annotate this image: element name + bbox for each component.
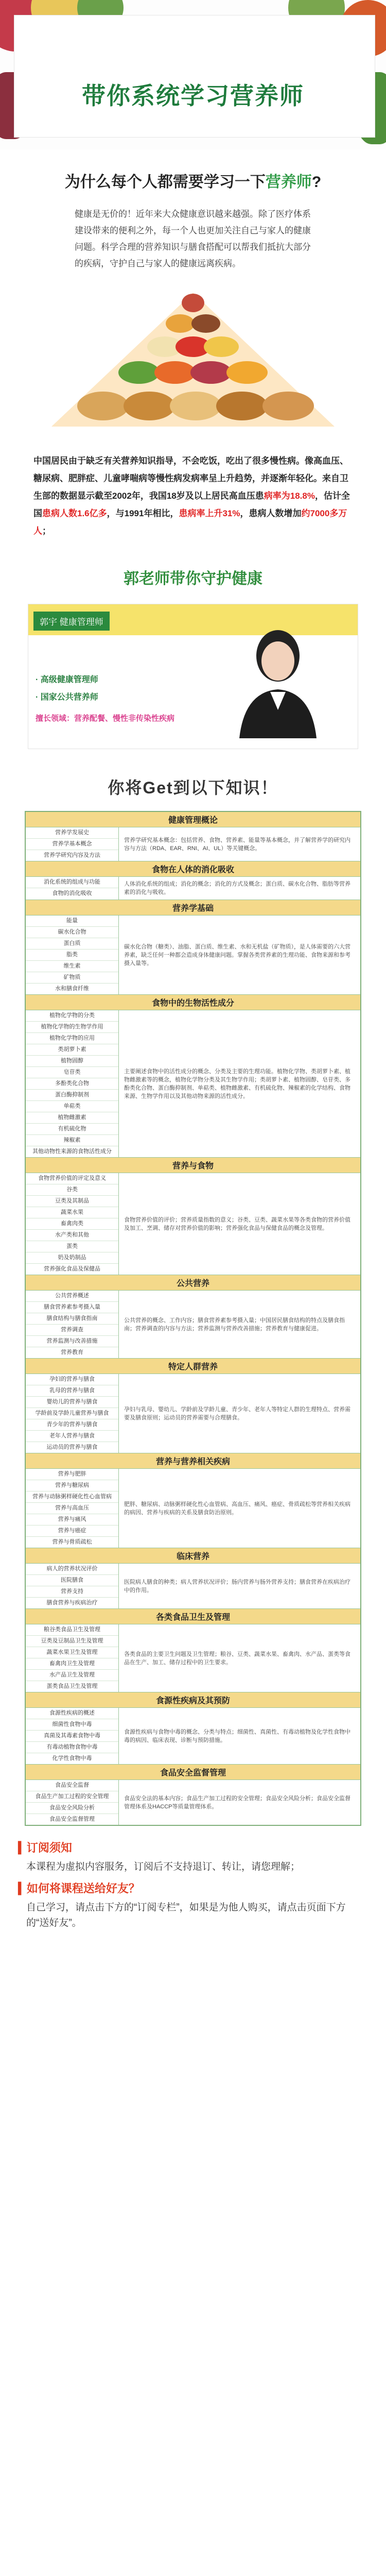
curriculum-topic: 水和膳食纤维	[26, 983, 118, 994]
curriculum-block	[26, 812, 360, 861]
curriculum-topic: 多酚类化合物	[26, 1078, 118, 1089]
teacher-name-tag: 郭宇 健康管理师	[33, 612, 110, 631]
curriculum-topic: 粮谷类食品卫生及管理	[44, 1626, 100, 1633]
curriculum-block	[26, 1358, 360, 1453]
curriculum-topic: 乳母的营养与膳食	[26, 1385, 118, 1396]
notice-heading: ▍订阅须知	[18, 1841, 72, 1854]
curriculum-block-title: 临床营养	[26, 1548, 360, 1564]
curriculum-block	[26, 1548, 360, 1608]
curriculum-block-title: 健康管理概论	[26, 812, 360, 827]
teacher-portrait-icon	[234, 620, 322, 738]
curriculum-topic: 营养教育	[26, 1347, 118, 1358]
curriculum-topic: 类胡萝卜素	[26, 1044, 118, 1055]
curriculum-topic: 水产类和其他	[26, 1229, 118, 1241]
question-body: 健康是无价的！近年来大众健康意识越来越强。除了医疗体系建设带来的便利之外，每一个人也更加关注自己与家人的健康问题。科学合理的营养知识与膳食搭配可以帮我们抵抗大部分的疾病，守护自己与家人的健康远离疾病。	[75, 209, 311, 268]
curriculum-topic: 蛋类	[26, 1241, 118, 1252]
curriculum-block	[26, 1157, 360, 1275]
curriculum-topic: 脂类	[26, 949, 118, 960]
curriculum-description: 食物营养价值的评价；营养质量指数的意义；谷类、豆类、蔬菜水果等各类食物的营养价值及加工、烹调、储存对营养价值的影响；营养强化食品与保健食品的概念及管理。	[124, 1216, 350, 1231]
curriculum-topic: 食品安全监督管理	[26, 1814, 118, 1825]
food-pyramid-image	[0, 282, 386, 437]
food-pyramid-illustration	[0, 282, 386, 437]
curriculum-topic: 矿物质	[26, 972, 118, 983]
teacher-section-title: 郭老师带你守护健康	[124, 570, 262, 587]
curriculum-block	[26, 1275, 360, 1358]
question-prefix: 为什么每个人都需要学习一下	[64, 174, 266, 191]
curriculum-topic: 营养与肥胖	[58, 1471, 86, 1477]
curriculum-topic: 植物化学物的生物学作用	[26, 1021, 118, 1032]
curriculum-topic: 奶及奶制品	[26, 1252, 118, 1263]
curriculum-topic: 皂苷类	[26, 1066, 118, 1078]
knowledge-title: 你将Get到以下知识！	[108, 778, 278, 797]
curriculum-topic: 有毒动植物食物中毒	[26, 1741, 118, 1753]
curriculum-topic: 营养与癌症	[26, 1525, 118, 1536]
curriculum-table	[25, 811, 361, 1826]
curriculum-topic: 蛋类食品卫生及管理	[26, 1681, 118, 1692]
curriculum-block-title: 食物在人体的消化吸收	[26, 861, 360, 877]
curriculum-topic: 蔬菜水果卫生及管理	[26, 1647, 118, 1658]
curriculum-block-title: 食源性疾病及其预防	[26, 1692, 360, 1708]
curriculum-description: 肥胖、糖尿病、动脉粥样硬化性心血管病、高血压、痛风、癌症、骨质疏松等营养相关疾病的病因、营养与疾病的关系及膳食防治原则。	[124, 1501, 350, 1516]
curriculum-topic: 维生素	[26, 960, 118, 972]
curriculum-description: 食源性疾病与食物中毒的概念、分类与特点；细菌性、真菌性、有毒动植物及化学性食物中毒的病因、临床表现、诊断与预防措施。	[124, 1728, 350, 1743]
curriculum-topic: 营养与高血压	[26, 1502, 118, 1514]
curriculum-description: 公共营养的概念、工作内容；膳食营养素参考摄入量；中国居民膳食结构的特点及膳食指南；营养调查的内容与方法；营养监测与营养改善措施；营养教育与健康促进。	[124, 1317, 345, 1332]
credential-item: · 高级健康管理师	[36, 675, 98, 684]
stats-text: ，与1991年相比，	[107, 509, 179, 518]
curriculum-topic: 青少年的营养与膳食	[26, 1419, 118, 1430]
statistics-paragraph	[33, 452, 353, 540]
question-title	[0, 169, 386, 192]
curriculum-block-title: 营养与食物	[26, 1158, 360, 1173]
page-title: 带你系统学习营养师	[82, 82, 304, 109]
curriculum-topic: 植物化学物的应用	[26, 1032, 118, 1044]
curriculum-block-title: 特定人群营养	[26, 1359, 360, 1374]
curriculum-block-title: 营养学基础	[26, 900, 360, 916]
curriculum-topic: 营养与动脉粥样硬化性心血管病	[26, 1491, 118, 1502]
stats-text: ；	[42, 526, 51, 536]
curriculum-topic: 婴幼儿的营养与膳食	[26, 1396, 118, 1408]
gift-heading: ▍如何将课程送给好友？	[18, 1882, 140, 1895]
curriculum-block-title: 营养与营养相关疾病	[26, 1453, 360, 1469]
curriculum-topic: 营养与糖尿病	[26, 1480, 118, 1491]
stats-text: 中国居民由于缺乏有关营养知识指导，不会吃饭，吃出了很多慢性病。像高血压、糖尿病、肥胖症、儿童哮喘病等慢性病发病率呈上升趋势，并逐渐年轻化。来自卫生部的数据显示截至2002年，我国18岁及以上居民高血压患	[33, 456, 348, 501]
curriculum-description: 营养学研究基本概念：包括营养、食物、营养素、能量等基本概念，并了解营养学的研究内容与方法（RDA、EAR、RNI、AI、UL）等关键概念。	[124, 837, 350, 852]
curriculum-block	[26, 900, 360, 994]
stats-highlight: 患病率上升31%	[179, 509, 240, 518]
curriculum-topic: 植物雌激素	[26, 1112, 118, 1123]
teacher-photo	[234, 620, 322, 738]
curriculum-topic: 蛋白酶抑制剂	[26, 1089, 118, 1100]
curriculum-topic: 营养支持	[26, 1586, 118, 1597]
curriculum-topic: 营养学研究内容及方法	[26, 850, 118, 861]
curriculum-topic: 膳食营养素参考摄入量	[26, 1301, 118, 1313]
curriculum-description: 主要阐述食物中的活性成分的概念、分类及主要的生理功能。植物化学物、类胡萝卜素、植物雌激素等的概念，植物化学物分类及其生物学作用；类胡萝卜素、植物固醇、皂苷类、多酚类化合物、蛋白酶抑制剂、单萜类、植物雌激素、有机硫化物、辣椒素的化学结构、食物来源、生物学作用以及其他动物来源的活性成分。	[124, 1068, 350, 1099]
curriculum-block-title: 食品安全监督管理	[26, 1765, 360, 1780]
curriculum-description: 食品安全法的基本内容；食品生产加工过程的安全管理；食品安全风险分析；食品安全监督管理体系及HACCP等质量管理体系。	[124, 1795, 350, 1810]
curriculum-topic: 蛋白质	[26, 938, 118, 949]
curriculum-topic: 老年人营养与膳食	[26, 1430, 118, 1442]
curriculum-topic: 食品安全风险分析	[26, 1802, 118, 1814]
teacher-credentials	[36, 671, 98, 706]
curriculum-topic: 食物营养价值的评定及意义	[38, 1175, 106, 1181]
curriculum-topic: 病人的营养状况评价	[46, 1566, 98, 1572]
hero-banner	[0, 0, 386, 149]
curriculum-topic: 医院膳食	[26, 1574, 118, 1586]
curriculum-block-title: 各类食品卫生及管理	[26, 1609, 360, 1624]
curriculum-topic: 食物的消化吸收	[26, 888, 118, 899]
curriculum-topic: 细菌性食物中毒	[26, 1719, 118, 1730]
curriculum-block	[26, 1608, 360, 1692]
hero-frame	[14, 15, 375, 137]
question-suffix: ?	[311, 174, 322, 191]
curriculum-topic: 豆类及豆制品卫生及管理	[26, 1635, 118, 1647]
curriculum-topic: 真菌及其毒素食物中毒	[26, 1730, 118, 1741]
notice-heading-text: 订阅须知	[26, 1841, 72, 1854]
curriculum-topic: 学龄前及学龄儿童营养与膳食	[26, 1408, 118, 1419]
curriculum-topic: 营养学发展史	[55, 829, 89, 836]
curriculum-topic: 植物固醇	[26, 1055, 118, 1066]
curriculum-block	[26, 1764, 360, 1825]
curriculum-description: 医院病人膳食的种类；病人营养状况评价；肠内营养与肠外营养支持；膳食营养在疾病治疗中的作用。	[124, 1579, 350, 1594]
curriculum-description: 各类食品的主要卫生问题及卫生管理；粮谷、豆类、蔬菜水果、畜禽肉、水产品、蛋类等食品在生产、加工、储存过程中的卫生要求。	[124, 1651, 350, 1666]
curriculum-block	[26, 1692, 360, 1764]
curriculum-topic: 植物化学物的分类	[49, 1012, 95, 1019]
gift-heading-text: 如何将课程送给好友？	[26, 1882, 140, 1895]
stats-highlight: 患病人数1.6亿多	[42, 509, 107, 518]
curriculum-topic: 有机硫化物	[26, 1123, 118, 1134]
curriculum-topic: 辣椒素	[26, 1134, 118, 1146]
curriculum-topic: 水产品卫生及管理	[26, 1669, 118, 1681]
curriculum-topic: 能量	[66, 918, 78, 924]
curriculum-topic: 消化系统的组成与功能	[44, 879, 100, 885]
notice-text: 本课程为虚拟内容服务，订阅后不支持退订、转让，请您理解；	[26, 1861, 301, 1872]
stats-highlight: 约7000多万人	[33, 509, 347, 536]
curriculum-topic: 单萜类	[26, 1100, 118, 1112]
curriculum-topic: 食品生产加工过程的安全管理	[26, 1791, 118, 1802]
curriculum-topic: 公共营养概述	[55, 1293, 89, 1299]
curriculum-block-title: 食物中的生物活性成分	[26, 995, 360, 1010]
gift-text: 自己学习，请点击下方的“订阅专栏”，如果是为他人购买，请点击页面下方的“送好友”。	[26, 1902, 346, 1928]
question-highlight: 营养师	[265, 174, 312, 191]
curriculum-topic: 营养与痛风	[26, 1514, 118, 1525]
curriculum-topic: 营养学基本概念	[26, 838, 118, 850]
curriculum-topic: 碳水化合物	[26, 926, 118, 938]
teacher-good-at: 擅长领域：营养配餐、慢性非传染性疾病	[36, 714, 175, 723]
stats-highlight: 病率为18.8%	[264, 491, 315, 501]
curriculum-topic: 化学性食物中毒	[26, 1753, 118, 1764]
curriculum-topic: 畜禽肉类	[26, 1218, 118, 1229]
curriculum-topic: 谷类	[26, 1184, 118, 1195]
curriculum-description: 孕妇与乳母、婴幼儿、学龄前及学龄儿童、青少年、老年人等特定人群的生理特点、营养需要及膳食原则；运动员的营养需要与合理膳食。	[124, 1406, 350, 1421]
teacher-card	[28, 604, 358, 749]
stats-text: ，估计全国	[33, 491, 350, 518]
curriculum-topic: 营养监测与改善措施	[26, 1335, 118, 1347]
curriculum-topic: 膳食结构与膳食指南	[26, 1313, 118, 1324]
curriculum-topic: 孕妇的营养与膳食	[49, 1376, 95, 1382]
curriculum-block	[26, 861, 360, 900]
curriculum-description: 碳水化合物（糖类）、油脂、蛋白质、维生素、水和无机盐（矿物质），是人体需要的六大营养素，缺乏任何一种都会造成身体健康问题。掌握各类营养素的生理功能、食物来源和参考摄入量等。	[124, 943, 350, 967]
credential-item: · 国家公共营养师	[36, 693, 98, 702]
curriculum-block	[26, 1453, 360, 1548]
curriculum-topic: 豆类及其制品	[26, 1195, 118, 1207]
curriculum-topic: 蔬菜水果	[26, 1207, 118, 1218]
curriculum-topic: 畜禽肉卫生及管理	[26, 1658, 118, 1669]
curriculum-topic: 食源性疾病的概述	[49, 1710, 95, 1716]
curriculum-topic: 营养调查	[26, 1324, 118, 1335]
curriculum-description: 人体消化系统的组成；消化的概念；消化的方式及概念；蛋白质、碳水化合物、脂肪等营养素的消化与吸收。	[124, 881, 350, 895]
curriculum-topic: 食品安全监督	[55, 1782, 89, 1788]
curriculum-topic: 营养强化食品及保健品	[26, 1263, 118, 1275]
curriculum-block-title: 公共营养	[26, 1275, 360, 1291]
curriculum-block	[26, 994, 360, 1157]
curriculum-topic: 运动员的营养与膳食	[26, 1442, 118, 1453]
notice-section	[18, 1839, 368, 1931]
stats-text: ，患病人数增加	[240, 509, 302, 518]
curriculum-topic: 营养与骨质疏松	[26, 1536, 118, 1548]
curriculum-topic: 其他动物性来源的食物活性成分	[26, 1146, 118, 1157]
curriculum-topic: 膳食营养与疾病治疗	[26, 1597, 118, 1608]
